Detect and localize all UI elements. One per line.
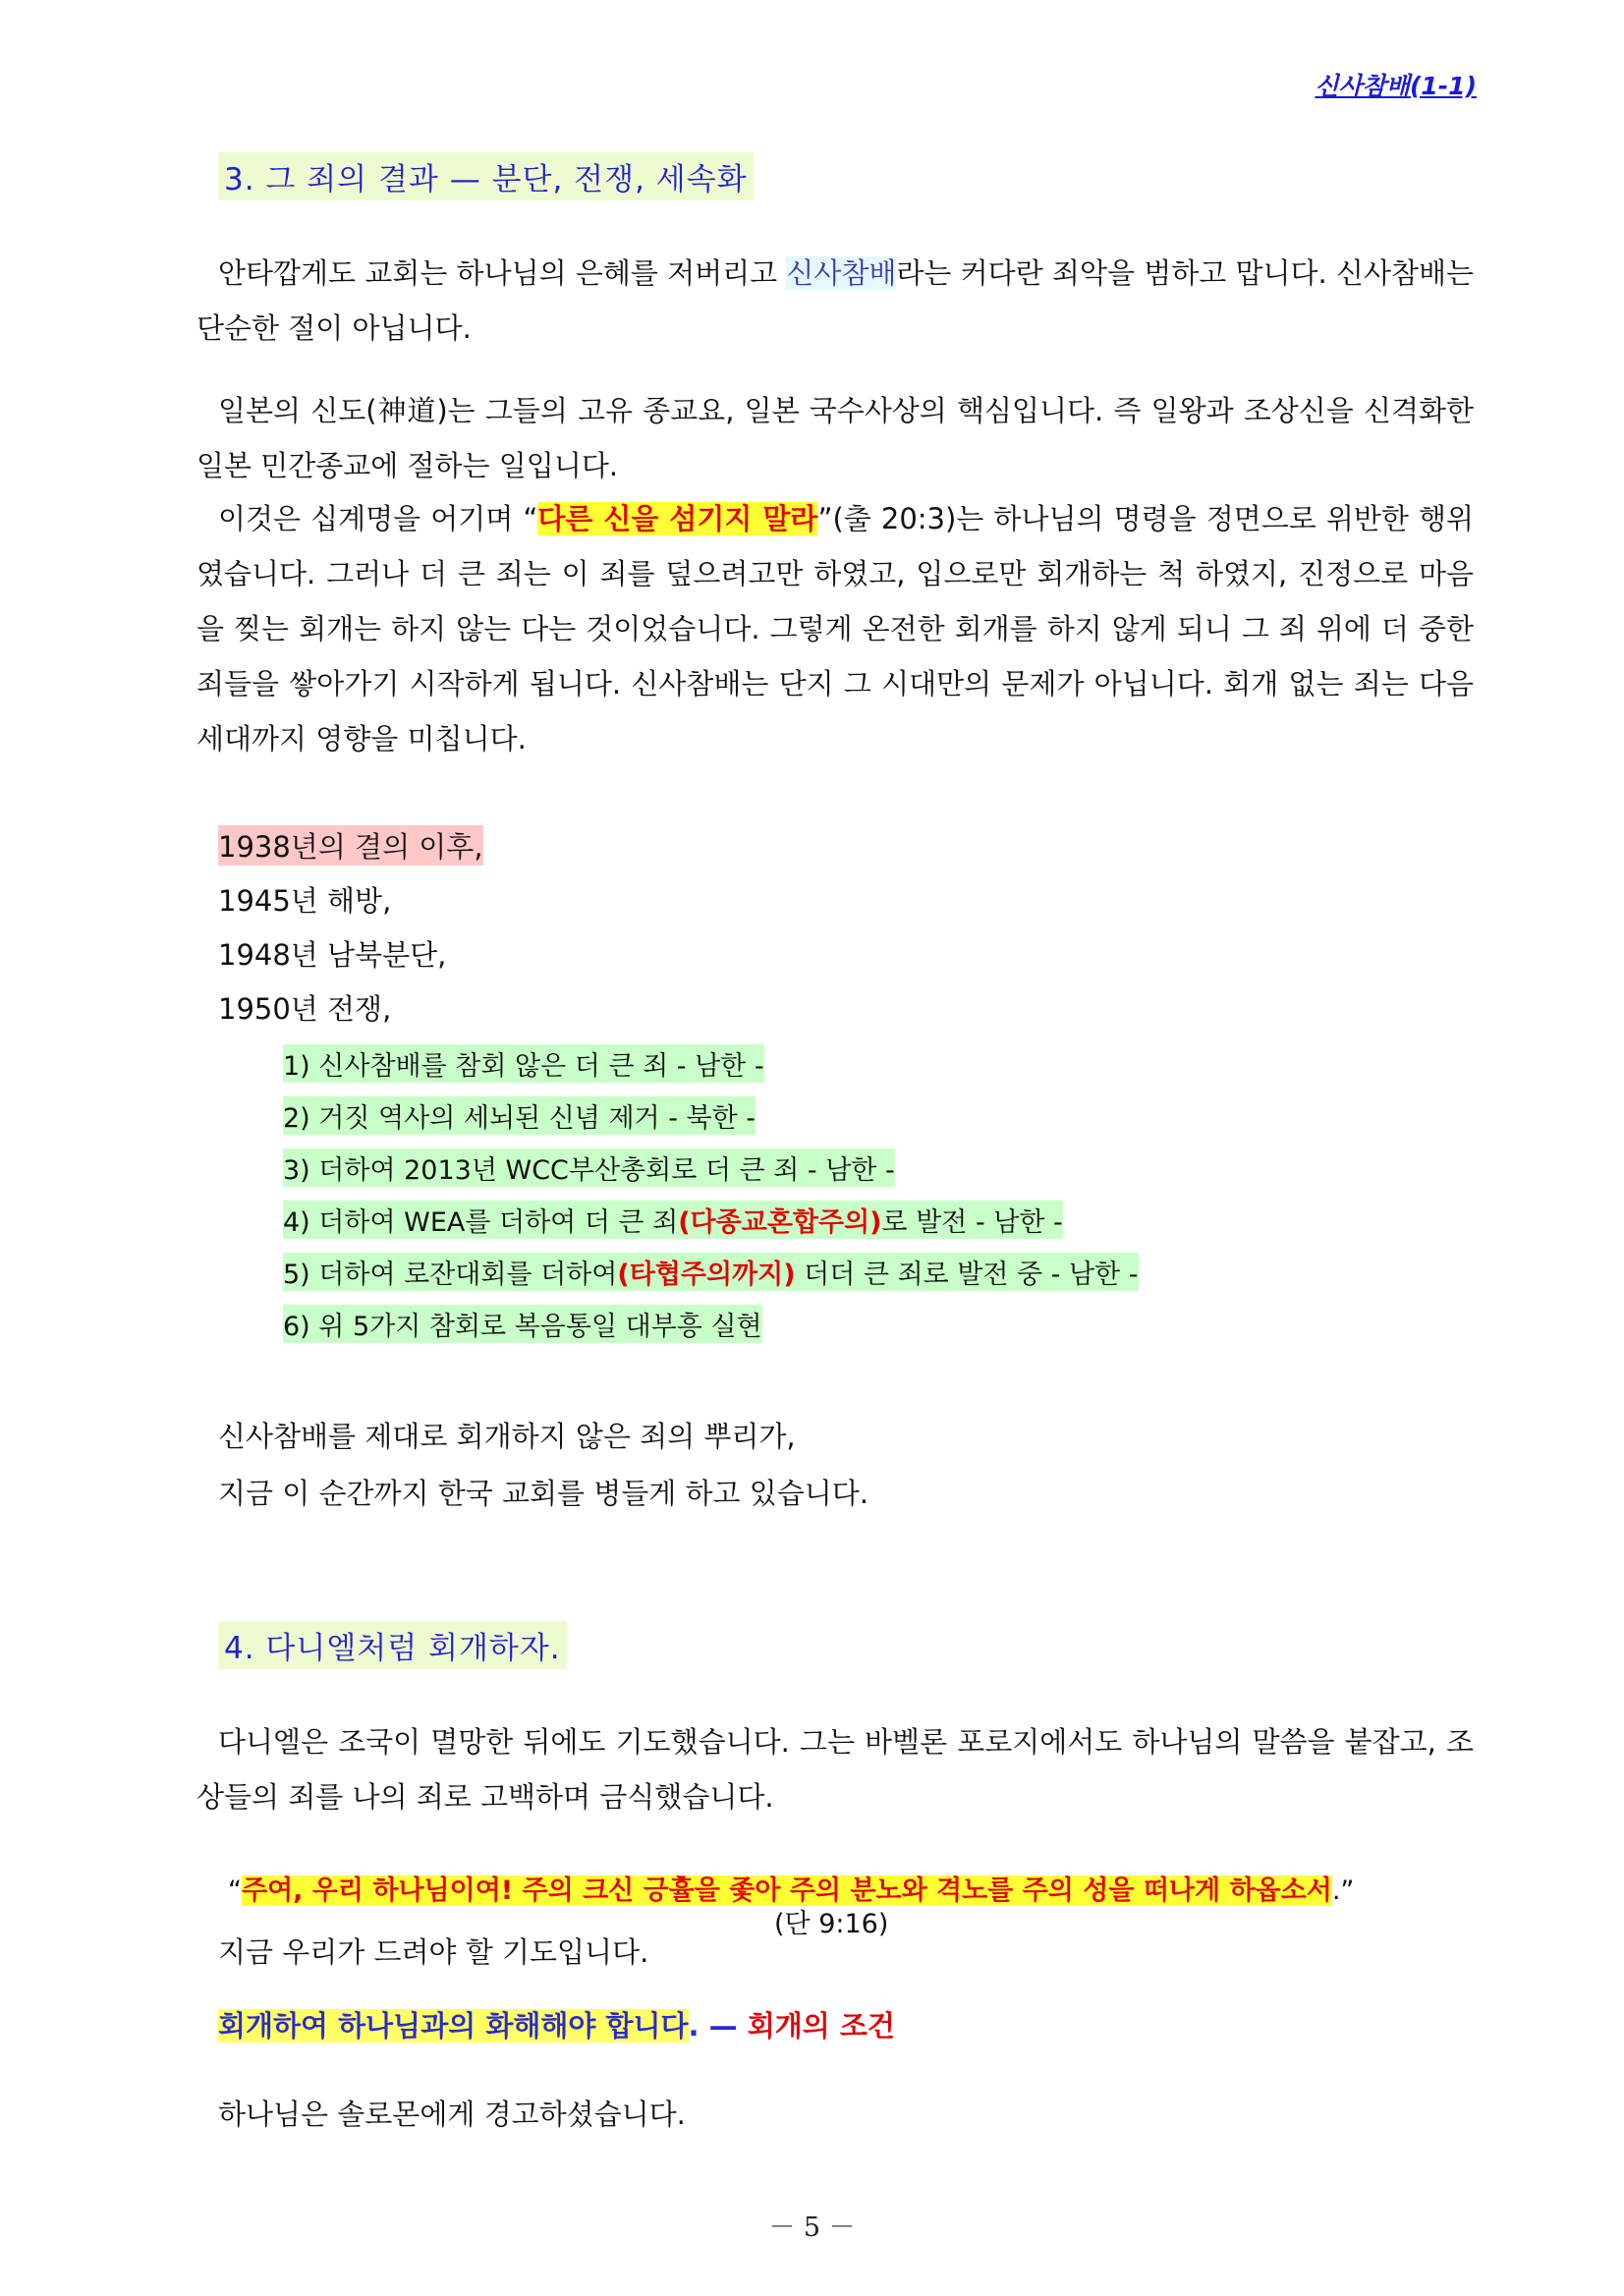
callout-highlight: 회개하여 하나님과의 화해해야 합니다 bbox=[218, 2009, 689, 2043]
item-5-post: 더더 큰 죄로 발전 중 - 남한 - bbox=[795, 1260, 1139, 1290]
consequence-item-5 bbox=[283, 1253, 1139, 1291]
section-heading-4: 4. 다니엘처럼 회개하자. bbox=[218, 1621, 567, 1669]
repentance-callout bbox=[218, 2004, 895, 2044]
item-4-post: 로 발전 - 남한 - bbox=[881, 1207, 1063, 1238]
callout-red: 회개의 조건 bbox=[747, 2009, 895, 2043]
timeline-item: 1948년 남북분단, bbox=[218, 938, 447, 972]
highlight-shrine-worship: 신사참배 bbox=[786, 256, 897, 290]
consequence-item-3: 3) 더하여 2013년 WCC부산총회로 더 큰 죄 - 남한 - bbox=[283, 1148, 895, 1187]
timeline-heading: 1938년의 결의 이후, bbox=[218, 825, 483, 866]
running-header: 신사참배(1-1) bbox=[1315, 72, 1477, 100]
item-5-red: (타협주의까지) bbox=[617, 1260, 796, 1290]
paragraph-intro bbox=[196, 246, 1474, 356]
consequence-item-6: 6) 위 5가지 참회로 복음통일 대부흥 실현 bbox=[283, 1305, 762, 1343]
page-number: － 5 － bbox=[768, 2212, 856, 2243]
prayer-line: 지금 우리가 드려야 할 기도입니다. bbox=[218, 1935, 649, 1969]
paragraph-commandment bbox=[196, 491, 1474, 766]
timeline-item: 1945년 해방, bbox=[218, 884, 392, 918]
item-4-pre: 4) 더하여 WEA를 더하여 더 큰 죄 bbox=[283, 1207, 679, 1238]
consequence-item-4 bbox=[283, 1201, 1063, 1239]
highlight-commandment: 다른 신을 섬기지 말라 bbox=[537, 502, 818, 535]
section-heading-3: 3. 그 죄의 결과 — 분단, 전쟁, 세속화 bbox=[218, 152, 754, 200]
warning-line: 하나님은 솔로몬에게 경고하셨습니다. bbox=[218, 2098, 686, 2131]
closing-line: 지금 이 순간까지 한국 교회를 병들게 하고 있습니다. bbox=[218, 1477, 869, 1510]
intro-text-a: 안타깝게도 교회는 하나님의 은혜를 저버리고 bbox=[218, 256, 787, 290]
paragraph-shinto: 일본의 신도(神道)는 그들의 고유 종교요, 일본 국수사상의 핵심입니다. 즉 일왕과 조상신을 신격화한 일본 민간종교에 절하는 일입니다. bbox=[196, 394, 1474, 482]
closing-line: 신사참배를 제대로 회개하지 않은 죄의 뿌리가, bbox=[218, 1420, 796, 1453]
commandment-text-a: 이것은 십계명을 어기며 “ bbox=[218, 502, 538, 535]
item-5-pre: 5) 더하여 로잔대회를 더하여 bbox=[283, 1260, 618, 1290]
scripture-reference: (단 9:16) bbox=[774, 1909, 889, 1939]
timeline-item: 1950년 전쟁, bbox=[218, 992, 392, 1026]
callout-dash: . — bbox=[688, 2009, 748, 2043]
quote-close: .” bbox=[1331, 1876, 1355, 1906]
commandment-text-b: ”(출 20:3)는 하나님의 명령을 정면으로 위반한 행위였습니다. 그러나 더 큰 죄는 이 죄를 덮으려고만 하였고, 입으로만 회개하는 척 하였지, 진정으로 마음을 찢는 회개는 하지 않는 다는 것이었습니다. 그렇게 온전한 회개를 하지 않게 되니 그 죄 위에 더 중한 죄들을 쌓아가기 시작하게 됩니다. 신사참배는 단지 그 시대만의 문제가 아닙니다. 회개 없는 죄는 다음 세대까지 영향을 미칩니다. bbox=[196, 502, 1474, 756]
intro-text-b: 라는 커다란 죄악을 범하고 맙니다. 신사참배는 단순한 절이 아닙니다. bbox=[196, 256, 1474, 345]
item-4-red: (다종교혼합주의) bbox=[678, 1207, 882, 1238]
consequence-item-2: 2) 거짓 역사의 세뇌된 신념 제거 - 북한 - bbox=[283, 1096, 756, 1135]
paragraph-daniel: 다니엘은 조국이 멸망한 뒤에도 기도했습니다. 그는 바벨론 포로지에서도 하나님의 말씀을 붙잡고, 조상들의 죄를 나의 죄로 고백하며 금식했습니다. bbox=[196, 1725, 1474, 1814]
consequence-item-1: 1) 신사참배를 참회 않은 더 큰 죄 - 남한 - bbox=[283, 1044, 764, 1083]
quote-open: “ bbox=[228, 1876, 242, 1906]
quote-text: 주여, 우리 하나님이여! 주의 크신 긍휼을 좇아 주의 분노와 격노를 주의 성을 떠나게 하옵소서 bbox=[242, 1876, 1332, 1906]
